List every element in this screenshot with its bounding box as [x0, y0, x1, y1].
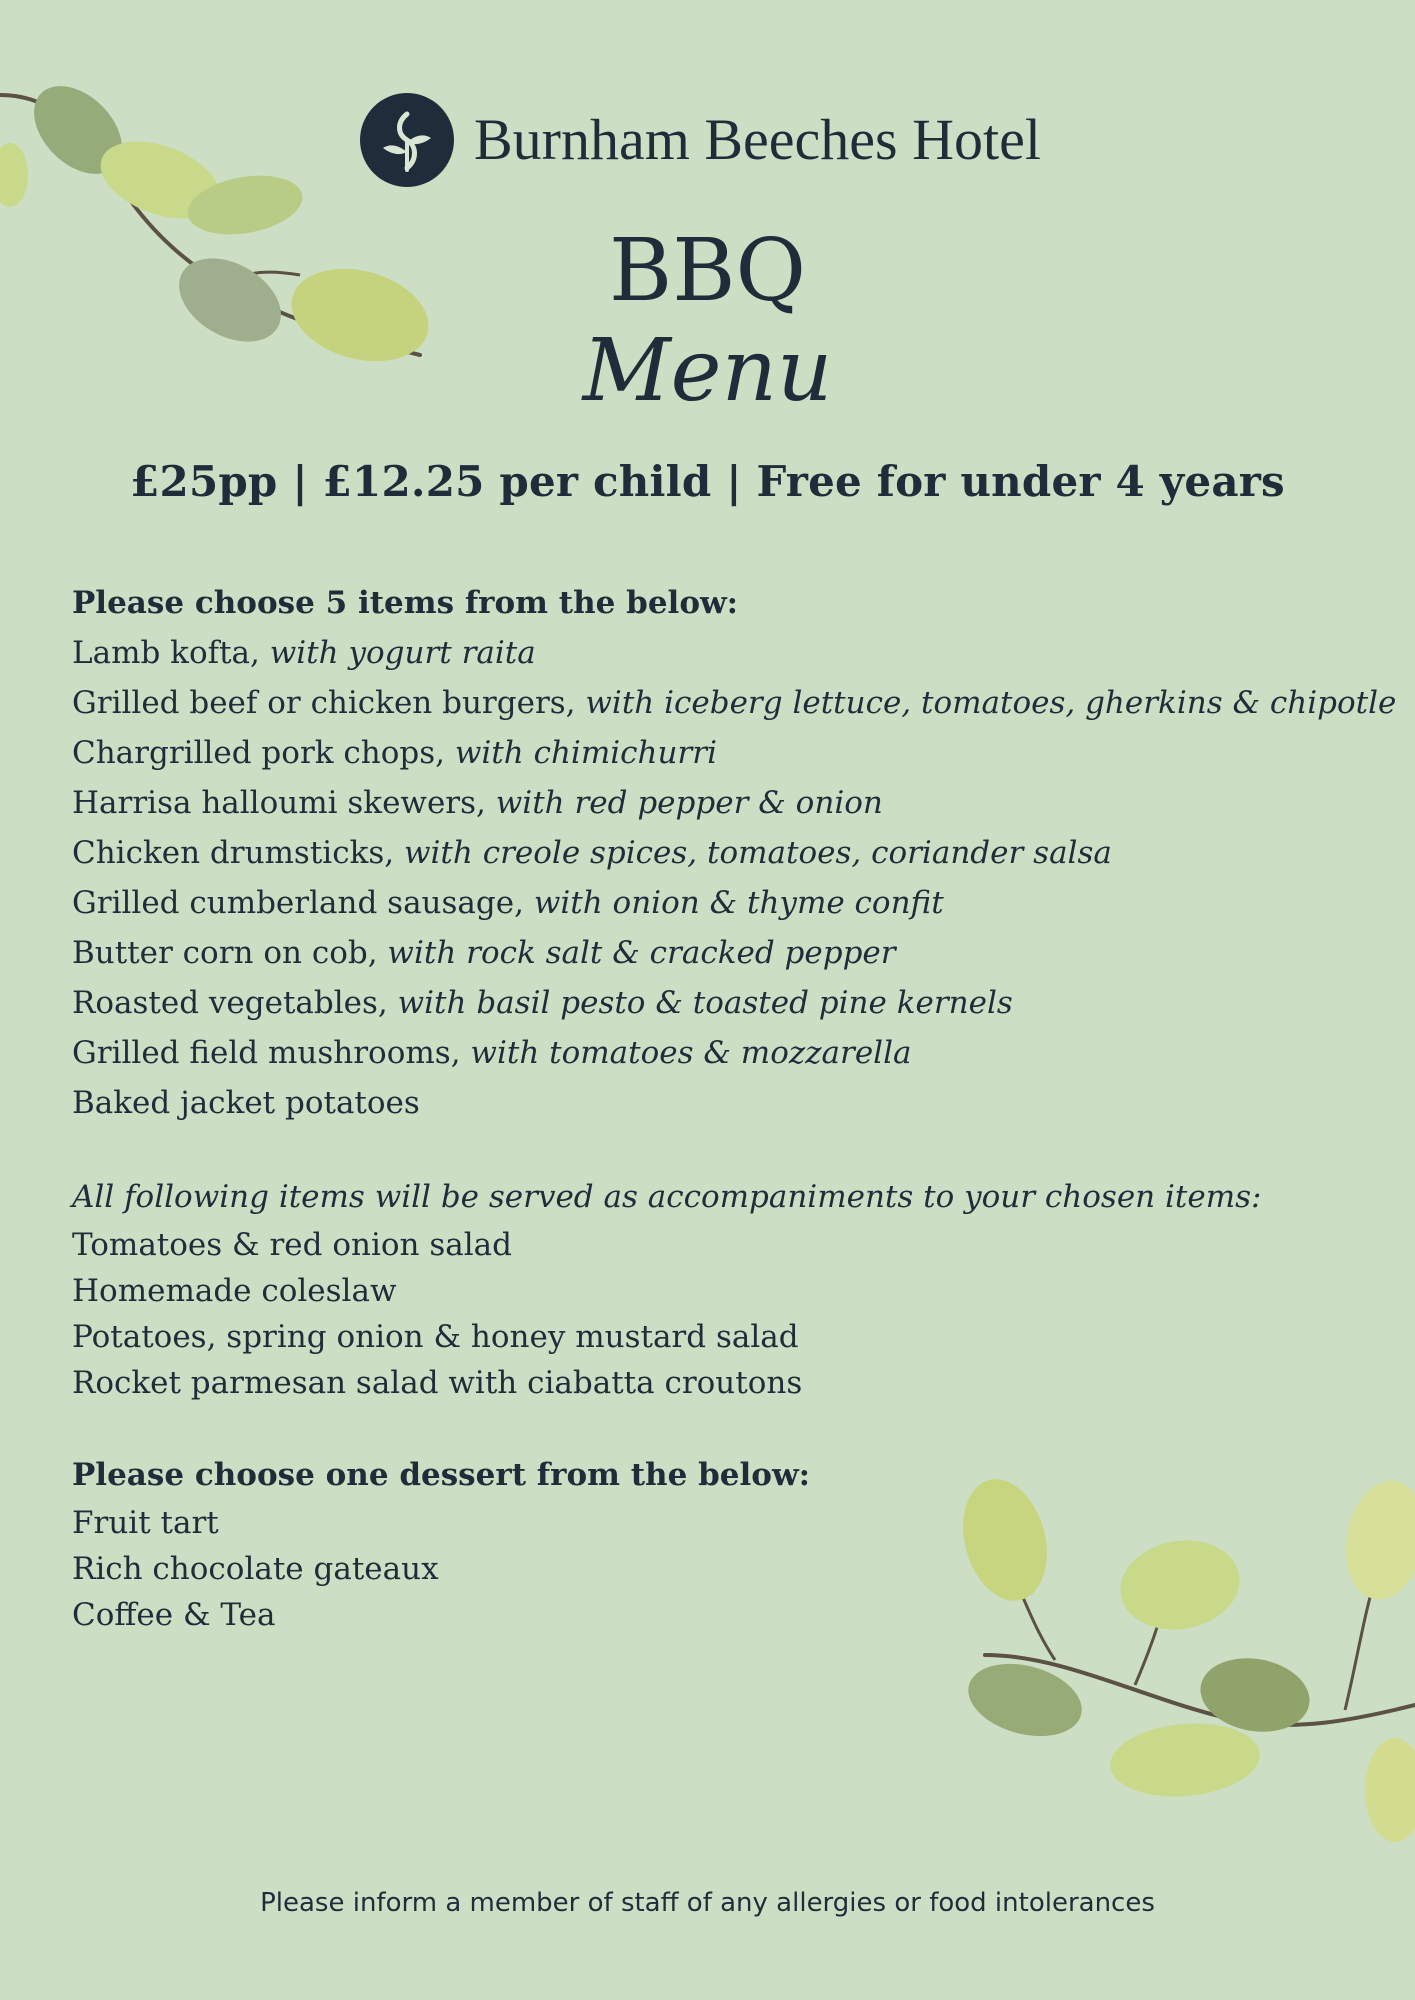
hotel-brand: [360, 92, 1041, 188]
accompaniment-item: Potatoes, spring onion & honey mustard salad: [72, 1319, 799, 1355]
menu-item-description: with onion & thyme confit: [533, 885, 944, 921]
menu-item-description: with chimichurri: [454, 735, 717, 771]
menu-item-name: Lamb kofta,: [72, 635, 270, 671]
menu-item-description: with red pepper & onion: [495, 785, 883, 821]
accompaniment-item: Homemade coleslaw: [72, 1273, 397, 1309]
menu-item: [72, 978, 1372, 1028]
menu-item: [72, 828, 1372, 878]
menu-item: [72, 778, 1372, 828]
menu-item-name: Chargrilled pork chops,: [72, 735, 455, 771]
menu-item: [72, 628, 1372, 678]
accompaniments-heading: All following items will be served as accompaniments to your chosen items:: [72, 1179, 1262, 1215]
dessert-item: Coffee & Tea: [72, 1597, 276, 1633]
menu-item-description: with iceberg lettuce, tomatoes, gherkins & chipotle: [585, 685, 1397, 721]
allergy-notice: Please inform a member of staff of any allergies or food intolerances: [260, 1888, 1155, 1918]
dessert-item: Rich chocolate gateaux: [72, 1551, 439, 1587]
menu-item-name: Baked jacket potatoes: [72, 1085, 420, 1121]
menu-item-name: Chicken drumsticks,: [72, 835, 404, 871]
bb-monogram-leaf-icon: [360, 93, 454, 187]
menu-item-name: Roasted vegetables,: [72, 985, 398, 1021]
menu-item-name: Grilled field mushrooms,: [72, 1035, 471, 1071]
hotel-name: Burnham Beeches Hotel: [474, 107, 1041, 172]
title-line-1: BBQ: [609, 221, 806, 321]
menu-content: [72, 578, 1397, 1638]
accompaniment-item: Rocket parmesan salad with ciabatta croutons: [72, 1365, 803, 1401]
menu-item: [72, 728, 1372, 778]
menu-item-description: with tomatoes & mozzarella: [470, 1035, 912, 1071]
menu-item: [72, 928, 1372, 978]
menu-item: [72, 1078, 1372, 1128]
menu-item-name: Harrisa halloumi skewers,: [72, 785, 496, 821]
menu-item-description: with rock salt & cracked pepper: [387, 935, 896, 971]
menu-item: [72, 878, 1372, 928]
main-items-heading: Please choose 5 items from the below:: [72, 585, 739, 621]
main-items-list: [72, 628, 1397, 1128]
desserts-list: [72, 1500, 1372, 1638]
menu-item-name: Butter corn on cob,: [72, 935, 388, 971]
section-spacer: [72, 1406, 1372, 1450]
dessert-item: Fruit tart: [72, 1505, 219, 1541]
title-line-2: Menu: [582, 321, 833, 421]
menu-item-name: Grilled beef or chicken burgers,: [72, 685, 586, 721]
accompaniments-list: [72, 1222, 1372, 1406]
menu-item-description: with creole spices, tomatoes, coriander salsa: [403, 835, 1112, 871]
section-spacer: [72, 1128, 1372, 1172]
menu-item-name: Grilled cumberland sausage,: [72, 885, 534, 921]
menu-item-description: with basil pesto & toasted pine kernels: [397, 985, 1013, 1021]
accompaniment-item: Tomatoes & red onion salad: [72, 1227, 513, 1263]
desserts-heading: Please choose one dessert from the below:: [72, 1457, 811, 1493]
menu-item-description: with yogurt raita: [269, 635, 536, 671]
menu-item: [72, 1028, 1372, 1078]
pricing-line: £25pp | £12.25 per child | Free for under 4 years: [130, 457, 1285, 506]
menu-item: [72, 678, 1397, 728]
